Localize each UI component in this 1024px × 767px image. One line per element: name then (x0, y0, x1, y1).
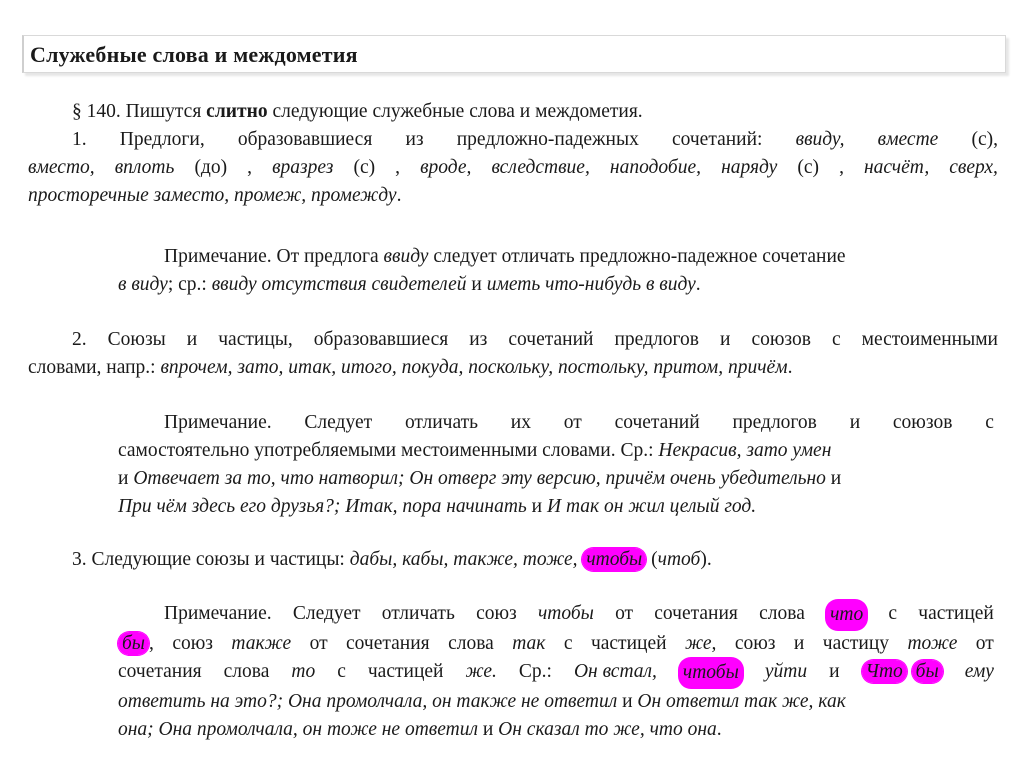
highlight-mark: бы (118, 632, 149, 655)
highlight-mark: Что (862, 660, 907, 683)
note-1: Примечание. От предлога ввиду следует отличать предложно-падежное сочетание в виду; ср.: ввиду отсутствия свидетелей и иметь что-нибудь в виду. (118, 246, 846, 295)
highlight-mark: что (826, 600, 867, 630)
bold-word: слитно (206, 101, 268, 122)
highlight-mark: бы (912, 660, 943, 683)
note-3: Примечание. Следует отличать союз чтобы от сочетания слова что с частицей бы , союз также от сочетания слова так с частицей же, союз и частицу тоже от сочетания слова то с частицей же. Ср.: Он встал, чтобы уйти и Что бы ему ответить на это?; Она промолчала, он также не ответил и Он ответил так же, как она; Она промолчала, он тоже не ответил и Он сказал то же, что она. (118, 600, 994, 744)
title-bar (22, 35, 1006, 73)
paragraph-2: 2. Союзы и частицы, образовавшиеся из сочетаний предлогов и союзов с местоименными словами, напр.: впрочем, зато, итак, итого, покуда, поскольку, постольку, притом, причём. (28, 329, 998, 378)
note-2: Примечание. Следует отличать их от сочетаний предлогов и союзов с самостоятельно употребляемыми местоименными словами. Ср.: Некрасив, зато умен и Отвечает за то, что натворил; Он отверг эту версию, причём очень убедительно и При чём здесь его друзья?; Итак, пора начинать и И так он жил целый год. (118, 412, 994, 517)
section-heading: § 140. Пишутся слитно следующие служебные слова и междометия. (72, 101, 643, 122)
highlight-mark: чтобы (582, 548, 646, 571)
highlight-mark: чтобы (679, 658, 743, 688)
paragraph-1: 1. Предлоги, образовавшиеся из предложно-падежных сочетаний: ввиду, вместе (с), вместо, вплоть (до) , вразрез (с) , вроде, вследствие, наподобие, наряду (с) , насчёт, сверх, просторечные заместо, промеж, промежду. (28, 129, 998, 206)
paragraph-3: 3. Следующие союзы и частицы: дабы, кабы, также, тоже, чтобы (чтоб). (72, 549, 712, 570)
section-number: § 140. (72, 101, 121, 122)
page-title: Служебные слова и междометия (30, 42, 358, 67)
